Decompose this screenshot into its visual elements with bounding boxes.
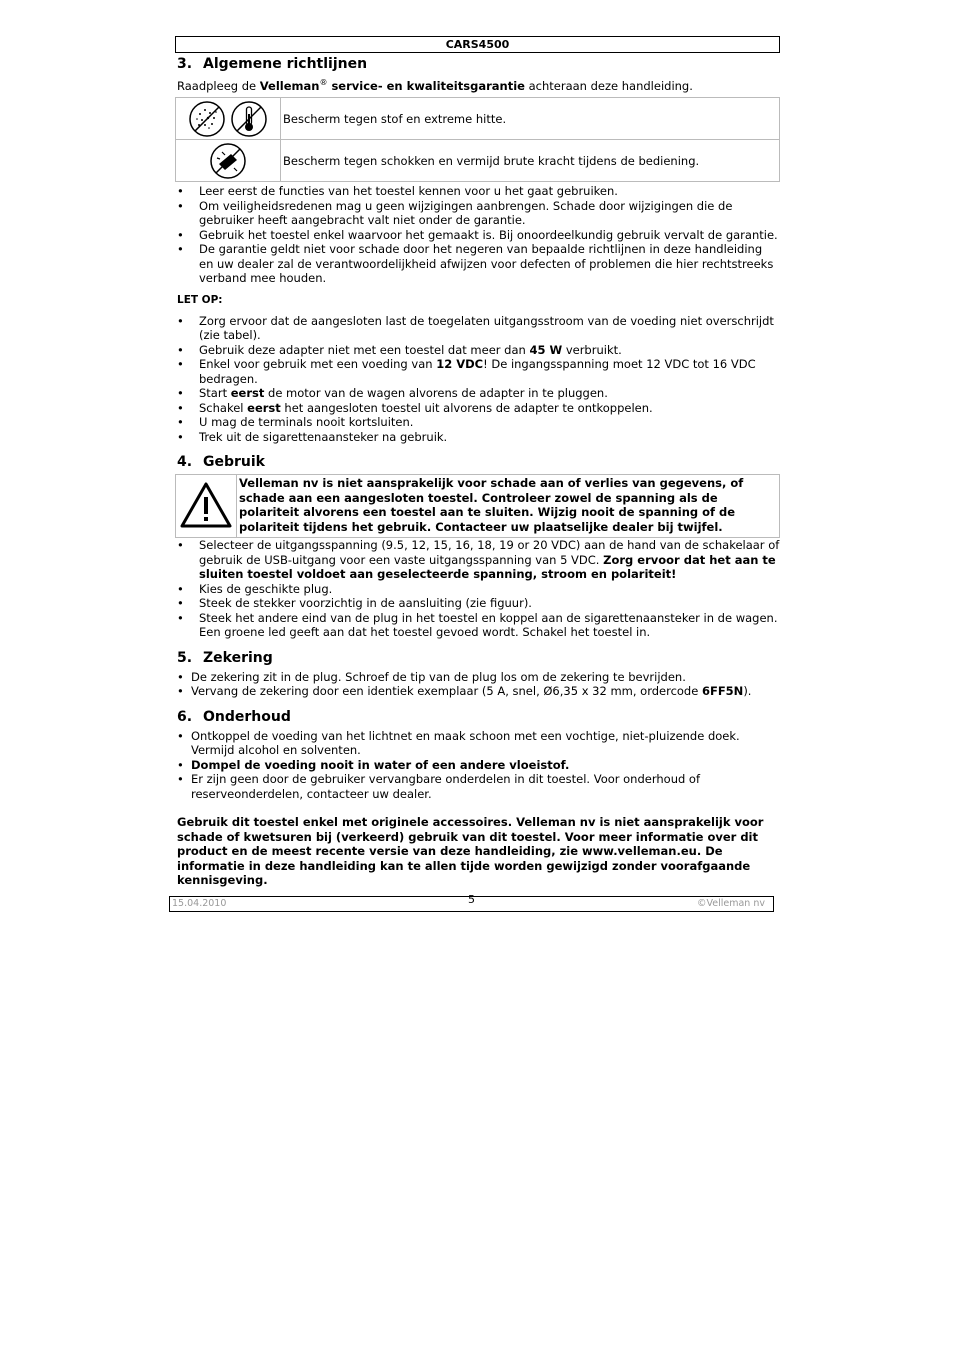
section-5-heading: 5. Zekering: [177, 649, 273, 666]
closing-notice: Gebruik dit toestel enkel met originele accessoires. Velleman nv is niet aansprakelijk voor schade of kwetsuren bij (verkeerd) gebruik van dit toestel. Voor meer informatie over dit product en de meest recente versie van deze handleiding, zie www.velleman.eu. De informatie in deze handleiding kan te allen tijde worden gewijzigd zonder voorafgaande kennisgeving.: [177, 815, 764, 888]
section-3-intro: Raadpleeg de Velleman® service- en kwaliteitsgarantie achteraan deze handleiding.: [177, 78, 693, 93]
caution-label: LET OP:: [177, 293, 223, 306]
list-item: • Zorg ervoor dat de aangesloten last de toegelaten uitgangsstroom van de voeding niet overschrijdt (zie tabel).: [175, 314, 780, 343]
page-header: [175, 36, 780, 53]
footer-date: 15.04.2010: [172, 897, 227, 909]
no-shock-icon: [209, 142, 247, 180]
list-item: • Dompel de voeding nooit in water of een andere vloeistof.: [175, 758, 780, 773]
icon-row-dust-heat: [176, 98, 780, 140]
list-item: • Steek het andere eind van de plug in het toestel en koppel aan de sigarettenaansteker in de wagen. Een groene led geeft aan dat het toestel gevoed wordt. Schakel het toestel in.: [175, 611, 780, 640]
list-item: • Trek uit de sigarettenaansteker na gebruik.: [175, 430, 780, 445]
maintenance-list: [175, 729, 780, 802]
usage-list: [175, 538, 780, 640]
list-item: • De zekering zit in de plug. Schroef de tip van de plug los om de zekering te bevrijden.: [175, 670, 780, 685]
list-item: • Vervang de zekering door een identiek exemplaar (5 A, snel, Ø6,35 x 32 mm, ordercode 6FF5N).: [175, 684, 780, 699]
list-item: • Gebruik deze adapter niet met een toestel dat meer dan 45 W verbruikt.: [175, 343, 780, 358]
section-4-heading: 4. Gebruik: [177, 454, 265, 471]
list-item: • Steek de stekker voorzichtig in de aansluiting (zie figuur).: [175, 596, 780, 611]
warning-triangle-icon: [179, 480, 233, 530]
list-item: • Enkel voor gebruik met een voeding van 12 VDC! De ingangsspanning moet 12 VDC tot 16 VDC bedragen.: [175, 357, 780, 386]
list-item: • De garantie geldt niet voor schade door het negeren van bepaalde richtlijnen in deze handleiding en uw dealer zal de verantwoordelijkheid afwijzen voor defecten of problemen die hier rechtstreeks verband mee houden.: [175, 242, 780, 286]
list-item: • Kies de geschikte plug.: [175, 582, 780, 597]
general-guidelines-list: [175, 184, 780, 286]
manual-page: [172, 36, 780, 912]
list-item: • Schakel eerst het aangesloten toestel uit alvorens de adapter te ontkoppelen.: [175, 401, 780, 416]
list-item: • Start eerst de motor van de wagen alvorens de adapter in te pluggen.: [175, 386, 780, 401]
model-label: CARS4500: [445, 38, 510, 51]
list-item: • Selecteer de uitgangsspanning (9.5, 12, 15, 16, 18, 19 or 20 VDC) aan de hand van de schakelaar of gebruik de USB-uitgang voor een vaste uitgangsspanning van 5 VDC. Zorg ervoor dat het aan te sluiten toestel voldoet aan geselecteerde spanning, stroom en polariteit!: [175, 538, 780, 582]
section-3-heading: 3. Algemene richtlijnen: [177, 56, 368, 72]
thermometer-icon: [230, 100, 268, 138]
safety-icon-table: [175, 97, 780, 182]
icon-row-text: Bescherm tegen schokken en vermijd brute kracht tijdens de bediening.: [281, 140, 780, 182]
footer-copyright: ©Velleman nv: [697, 897, 765, 909]
dust-icon: [188, 100, 226, 138]
page-footer: [169, 892, 774, 912]
caution-list: [175, 314, 780, 445]
page-number: 5: [468, 892, 475, 906]
icon-row-shock: [176, 140, 780, 182]
warning-box: [175, 474, 780, 538]
list-item: • Er zijn geen door de gebruiker vervangbare onderdelen in dit toestel. Voor onderhoud of reserveonderdelen, contacteer uw dealer.: [175, 772, 780, 801]
list-item: • Om veiligheidsredenen mag u geen wijzigingen aanbrengen. Schade door wijzigingen die de gebruiker heeft aangebracht valt niet onder de garantie.: [175, 199, 780, 228]
list-item: • Gebruik het toestel enkel waarvoor het gemaakt is. Bij onoordeelkundig gebruik vervalt de garantie.: [175, 228, 780, 243]
warning-text: Velleman nv is niet aansprakelijk voor schade aan of verlies van gegevens, of schade aan een aangesloten toestel. Controleer zowel de spanning als de polariteit alvorens een toestel aan te sluiten. Wijzig nooit de spanning of de polariteit tijdens het gebruik. Contacteer uw plaatselijke dealer bij twijfel.: [237, 475, 780, 538]
list-item: • Ontkoppel de voeding van het lichtnet en maak schoon met een vochtige, niet-pluizende doek. Vermijd alcohol en solventen.: [175, 729, 780, 758]
list-item: • U mag de terminals nooit kortsluiten.: [175, 415, 780, 430]
section-6-heading: 6. Onderhoud: [177, 708, 291, 725]
fuse-list: [175, 670, 780, 699]
list-item: • Leer eerst de functies van het toestel kennen voor u het gaat gebruiken.: [175, 184, 780, 199]
icon-row-text: Bescherm tegen stof en extreme hitte.: [281, 98, 780, 140]
